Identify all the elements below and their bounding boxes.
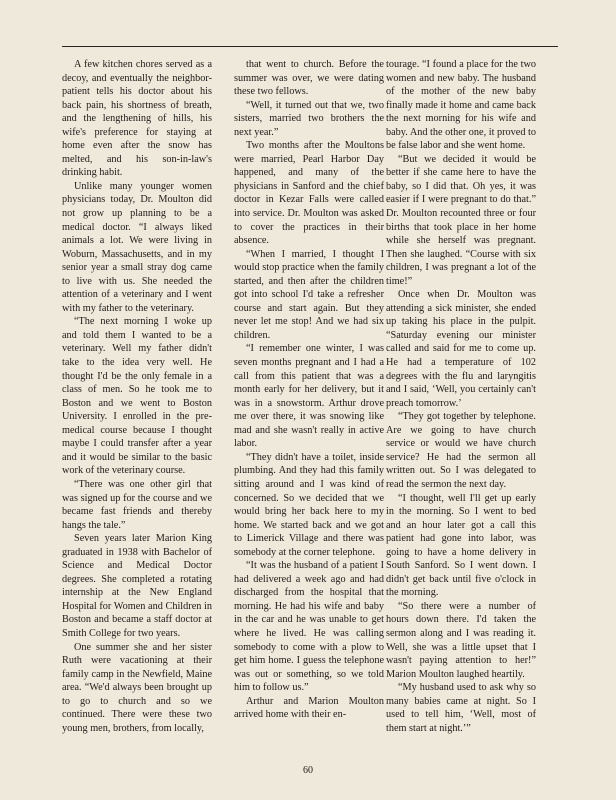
paragraph: Seven years later Marion King graduated in 1938 with Bachelor of Science and Medical Doctor degrees. She completed a rotating internship at the New England Hospital for Women and Children in Boston and became a staff doctor at Smith College for two years. — [62, 533, 212, 639]
paragraph: “They didn't have a toilet, inside plumbing. And they had this family sitting around and I was kind of concerned. So we decided that we would bring her back here to my home. We started back and we got to Limerick Village and there was somebody at the corner telephone. — [234, 451, 384, 558]
paragraph: Arthur and Marion Moulton arrived home with their en- — [234, 695, 384, 721]
text-column-2 — [234, 58, 384, 722]
paragraph: A few kitchen chores served as a decoy, and eventually the neighbor-patient tells his doctor about his back pain, his shortness of breath, and the lengthening of hills, his wife's preference for staying at home even after the snow has melted, and his son-in-law's drinking habit. — [62, 59, 212, 179]
paragraph: “I thought, well I'll get up early in the morning. So I went to bed and an hour later got a call this patient had gone into labor, was going to have a home delivery in South Sanford. So I went down. I didn't get back until five o'clock in the morning. — [386, 492, 536, 599]
paragraph: “The next morning I woke up and told them I wanted to be a veterinary. Well my father didn't take to the idea very well. He thought I'd be the only female in a class of men. So he took me to Boston and we went to Boston University. I enrolled in the pre-medical course because I thought maybe I could transfer after a year and it would be similar to the basic work of the veterinary course. — [62, 316, 212, 477]
paragraph: “My husband used to ask why so many babies came at night. So I used to tell him, ‘Well, most of them start at night.’” — [386, 682, 536, 734]
text-column-3 — [386, 58, 536, 735]
text-column-1 — [62, 58, 212, 735]
header-rule — [62, 46, 558, 47]
paragraph: “When I married, I thought I would stop practice when the family started, and then after the children got into school I'd take a refresher course and start again. But they never let me stop! And we had six children. — [234, 248, 384, 341]
page-number: 60 — [303, 765, 313, 776]
paragraph: “It was the husband of a patient I had delivered a week ago and had discharged from the hospital that morning. He had his wife and baby in the car and he was unable to get where he lived. He was calling somebody to come with a plow to get him home. I guess the telephone was out or something, so we told him to follow us.” — [234, 560, 384, 694]
paragraph: “So there were a number of hours down there. I'd taken the sermon along and I was reading it. Well, she was a little upset that I wasn't paying attention to her!” Marion Moulton laughed heartily. — [386, 600, 536, 680]
paragraph: “But we decided it would be better if she came here to have the baby, so I did that. Oh yes, it was easier if I were pregnant to do that.” Dr. Moulton recounted three or four births that took place in her home while she herself was pregnant. Then she laughed. “Course with six children, I was pregnant a lot of the time!” — [386, 153, 536, 287]
paragraph: Unlike many younger women physicians today, Dr. Moulton did not grow up planning to be a medical doctor. “I always liked animals a lot. We were living in Woburn, Massachusetts, and in my senior year a small stray dog came to live with us. She needed the attention of a veterinary and I went with my father to the veterinary. — [62, 180, 212, 314]
paragraph: Two months after the Moultons were married, Pearl Harbor Day happened, and many of the physicians in Sanford and the chief doctor in Kezar Falls were called into service. Dr. Moulton was asked to cover the practices in their absence. — [234, 140, 384, 247]
paragraph: tourage. “I found a place for the two women and new baby. The husband of the mother of the new baby finally made it home and came back the next morning for his wife and baby. And the other one, it proved to be false labor and she went home. — [386, 59, 536, 152]
paragraph: “They got together by telephone. Are we going to have church service or would we have church service? He had the sermon all written out. So I was delegated to read the sermon the next day. — [386, 411, 536, 490]
paragraph: “Well, it turned out that we, two sisters, married two brothers the next year.” — [234, 99, 384, 138]
paragraph: “I remember one winter, I was seven months pregnant and I had a call from this patient that was a month early for her delivery, but it was in a snowstorm. Arthur drove me over there, it was snowing like mad and she wasn't really in active labor. — [234, 343, 384, 450]
paragraph: that went to church. Before the summer was over, we were dating these two fellows. — [234, 59, 384, 98]
paragraph: “There was one other girl that was signed up for the course and we became fast friends and thereby hangs the tale.” — [62, 478, 212, 531]
paragraph: One summer she and her sister Ruth were vacationing at their family camp in the Newfield, Maine area. “We'd always been brought up to go to church and so we continued. There were these two young men, brothers, from locally, — [62, 641, 212, 734]
paragraph: Once when Dr. Moulton was attending a sick minister, she ended up taking his place in the pulpit. “Saturday evening our minister called and said for me to come up. He had a temperature of 102 degrees with the flu and laryngitis and I said, ‘Well, you certainly can't preach tomorrow.’ — [386, 289, 536, 409]
